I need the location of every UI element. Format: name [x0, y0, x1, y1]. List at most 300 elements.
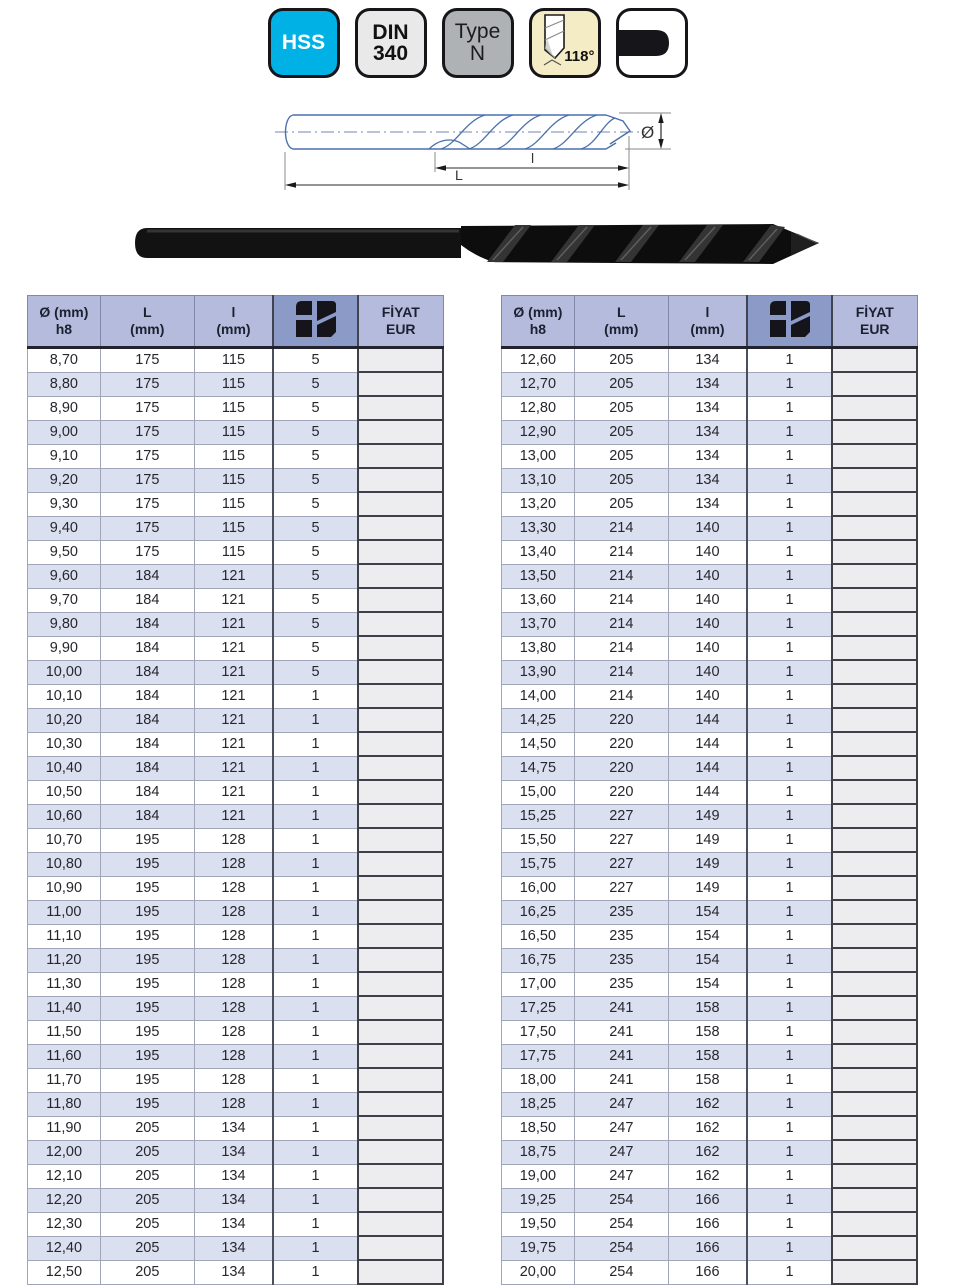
flute-length-cell: 134: [194, 1164, 273, 1188]
pack-qty-cell: 1: [273, 876, 358, 900]
diameter-cell: 10,70: [28, 828, 101, 852]
diameter-cell: 10,40: [28, 756, 101, 780]
drill-diagram: [273, 98, 683, 203]
pack-qty-cell: 1: [273, 924, 358, 948]
overall-length-cell: 205: [574, 420, 668, 444]
flute-length-cell: 134: [668, 468, 747, 492]
pack-qty-cell: 1: [747, 756, 832, 780]
diameter-cell: 13,20: [502, 492, 575, 516]
overall-length-cell: 195: [100, 828, 194, 852]
type-label-line2: N: [469, 42, 486, 65]
overall-length-cell: 184: [100, 684, 194, 708]
table-row: [28, 660, 444, 684]
flute-length-cell: 128: [194, 1092, 273, 1116]
overall-length-cell: 205: [100, 1236, 194, 1260]
price-cell: [832, 852, 917, 876]
overall-length-cell: 184: [100, 660, 194, 684]
diameter-cell: 11,00: [28, 900, 101, 924]
flute-length-cell: 154: [668, 900, 747, 924]
overall-length-cell: 184: [100, 756, 194, 780]
price-column-header: FİYAT EUR: [358, 296, 443, 348]
table-row: [502, 468, 918, 492]
diameter-cell: 12,10: [28, 1164, 101, 1188]
price-cell: [358, 468, 443, 492]
overall-length-cell: 254: [574, 1260, 668, 1284]
overall-length-cell: 214: [574, 612, 668, 636]
price-cell: [832, 924, 917, 948]
pack-qty-cell: 1: [273, 1020, 358, 1044]
flute-length-cell: 140: [668, 636, 747, 660]
price-cell: [358, 348, 443, 373]
diameter-cell: 11,40: [28, 996, 101, 1020]
overall-length-cell: 195: [100, 900, 194, 924]
flute-length-cell: 140: [668, 660, 747, 684]
diameter-cell: 16,25: [502, 900, 575, 924]
overall-length-cell: 220: [574, 780, 668, 804]
price-cell: [832, 1260, 917, 1284]
flute-length-cell: 115: [194, 372, 273, 396]
diameter-cell: 13,40: [502, 540, 575, 564]
flute-length-cell: 134: [194, 1140, 273, 1164]
pack-qty-cell: 1: [747, 420, 832, 444]
diameter-cell: 16,00: [502, 876, 575, 900]
catalog-tables: [27, 295, 955, 1285]
overall-length-cell: 247: [574, 1164, 668, 1188]
pack-qty-cell: 1: [747, 1260, 832, 1284]
price-cell: [358, 444, 443, 468]
flute-length-cell: 144: [668, 756, 747, 780]
pack-qty-cell: 1: [747, 660, 832, 684]
overall-length-cell: 195: [100, 924, 194, 948]
pack-qty-cell: 1: [273, 948, 358, 972]
pack-qty-cell: 1: [747, 1188, 832, 1212]
diameter-cell: 17,75: [502, 1044, 575, 1068]
overall-length-cell: 220: [574, 756, 668, 780]
pack-qty-cell: 5: [273, 564, 358, 588]
flute-length-cell: 162: [668, 1116, 747, 1140]
overall-length-cell: 220: [574, 732, 668, 756]
diameter-cell: 11,10: [28, 924, 101, 948]
table-row: [502, 1068, 918, 1092]
price-cell: [832, 708, 917, 732]
table-row: [502, 1236, 918, 1260]
flute-length-cell: 162: [668, 1164, 747, 1188]
pack-qty-cell: 5: [273, 660, 358, 684]
table-row: [502, 804, 918, 828]
diameter-cell: 15,50: [502, 828, 575, 852]
overall-length-cell: 241: [574, 1044, 668, 1068]
table-row: [502, 540, 918, 564]
table-row: [28, 972, 444, 996]
flute-length-cell: 154: [668, 972, 747, 996]
overall-length-cell: 241: [574, 996, 668, 1020]
diameter-cell: 15,75: [502, 852, 575, 876]
table-row: [28, 852, 444, 876]
table-row: [502, 996, 918, 1020]
pack-qty-cell: 1: [747, 492, 832, 516]
table-row: [28, 948, 444, 972]
diameter-cell: 10,80: [28, 852, 101, 876]
diameter-cell: 13,00: [502, 444, 575, 468]
flute-length-cell: 121: [194, 564, 273, 588]
price-cell: [832, 1068, 917, 1092]
overall-length-cell: 227: [574, 828, 668, 852]
pack-qty-cell: 1: [273, 1116, 358, 1140]
flute-length-cell: 134: [194, 1188, 273, 1212]
flute-length-cell: 128: [194, 1068, 273, 1092]
overall-length-column-header: L (mm): [574, 296, 668, 348]
table-row: [28, 1020, 444, 1044]
pack-qty-cell: 1: [747, 732, 832, 756]
flute-length-cell: 140: [668, 516, 747, 540]
price-cell: [358, 1164, 443, 1188]
pack-qty-cell: 1: [747, 972, 832, 996]
overall-length-cell: 195: [100, 948, 194, 972]
price-cell: [832, 972, 917, 996]
diameter-cell: 16,75: [502, 948, 575, 972]
table-row: [502, 372, 918, 396]
table-row: [502, 876, 918, 900]
table-row: [28, 732, 444, 756]
price-cell: [832, 1020, 917, 1044]
price-cell: [832, 948, 917, 972]
price-cell: [832, 612, 917, 636]
table-row: [28, 1236, 444, 1260]
flute-length-cell: 140: [668, 540, 747, 564]
price-cell: [832, 1212, 917, 1236]
flute-length-cell: 121: [194, 684, 273, 708]
flute-length-cell: 121: [194, 660, 273, 684]
diameter-cell: 8,90: [28, 396, 101, 420]
table-row: [28, 372, 444, 396]
price-cell: [358, 492, 443, 516]
overall-length-cell: 247: [574, 1140, 668, 1164]
badge-point-angle: [529, 8, 601, 78]
table-row: [28, 924, 444, 948]
table-row: [28, 1164, 444, 1188]
overall-length-cell: 241: [574, 1068, 668, 1092]
flute-length-cell: 115: [194, 540, 273, 564]
diameter-cell: 13,70: [502, 612, 575, 636]
overall-length-cell: 184: [100, 636, 194, 660]
overall-length-cell: 214: [574, 636, 668, 660]
pack-qty-cell: 1: [273, 1068, 358, 1092]
flute-length-cell: 121: [194, 780, 273, 804]
flute-length-column-header: l (mm): [668, 296, 747, 348]
table-row: [502, 972, 918, 996]
price-cell: [358, 372, 443, 396]
size-table-left: [27, 295, 444, 1285]
pack-qty-cell: 1: [747, 996, 832, 1020]
diameter-cell: 14,25: [502, 708, 575, 732]
price-cell: [832, 420, 917, 444]
pack-qty-cell: 1: [273, 996, 358, 1020]
table-row: [502, 756, 918, 780]
flute-length-cell: 134: [194, 1260, 273, 1284]
pack-qty-cell: 5: [273, 444, 358, 468]
table-row: [502, 564, 918, 588]
header-row: [502, 296, 918, 348]
overall-length-cell: 247: [574, 1116, 668, 1140]
flute-length-cell: 140: [668, 684, 747, 708]
price-cell: [832, 588, 917, 612]
overall-length-cell: 195: [100, 852, 194, 876]
table-row: [28, 396, 444, 420]
diameter-cell: 9,50: [28, 540, 101, 564]
pack-qty-cell: 1: [747, 612, 832, 636]
price-cell: [832, 348, 917, 373]
table-row: [28, 516, 444, 540]
overall-length-cell: 205: [100, 1188, 194, 1212]
pack-qty-cell: 5: [273, 492, 358, 516]
price-cell: [358, 1020, 443, 1044]
diameter-cell: 12,50: [28, 1260, 101, 1284]
diameter-column-header: Ø (mm) h8: [28, 296, 101, 348]
flute-length-cell: 121: [194, 588, 273, 612]
overall-length-cell: 175: [100, 516, 194, 540]
pack-qty-cell: 1: [273, 1236, 358, 1260]
flute-length-cell: 144: [668, 708, 747, 732]
diameter-cell: 11,20: [28, 948, 101, 972]
table-row: [28, 612, 444, 636]
table-row: [502, 660, 918, 684]
diameter-cell: 12,90: [502, 420, 575, 444]
pack-qty-cell: 1: [747, 900, 832, 924]
table-row: [28, 900, 444, 924]
diameter-cell: 9,60: [28, 564, 101, 588]
overall-length-cell: 195: [100, 1068, 194, 1092]
diameter-cell: 12,20: [28, 1188, 101, 1212]
table-row: [28, 1140, 444, 1164]
overall-length-cell: 247: [574, 1092, 668, 1116]
diameter-cell: 13,30: [502, 516, 575, 540]
flute-length-cell: 149: [668, 852, 747, 876]
pack-qty-cell: 1: [273, 804, 358, 828]
pack-qty-cell: 1: [273, 708, 358, 732]
flute-length-cell: 121: [194, 708, 273, 732]
flute-length-cell: 149: [668, 804, 747, 828]
table-row: [502, 636, 918, 660]
pack-qty-cell: 1: [747, 708, 832, 732]
table-row: [502, 948, 918, 972]
overall-length-cell: 195: [100, 1020, 194, 1044]
diameter-cell: 19,25: [502, 1188, 575, 1212]
pack-qty-cell: 1: [273, 1188, 358, 1212]
table-row: [28, 780, 444, 804]
cylindrical-shank-icon: [616, 25, 682, 61]
table-row: [502, 684, 918, 708]
pack-qty-cell: 1: [747, 948, 832, 972]
diameter-cell: 10,30: [28, 732, 101, 756]
overall-length-cell: 195: [100, 972, 194, 996]
pack-qty-cell: 5: [273, 420, 358, 444]
table-row: [502, 348, 918, 373]
pack-qty-cell: 1: [747, 1068, 832, 1092]
pack-qty-cell: 1: [747, 876, 832, 900]
flute-length-cell: 166: [668, 1188, 747, 1212]
flute-length-cell: 128: [194, 996, 273, 1020]
diameter-cell: 11,50: [28, 1020, 101, 1044]
overall-length-cell: 195: [100, 876, 194, 900]
diameter-cell: 10,50: [28, 780, 101, 804]
pack-qty-cell: 1: [747, 1092, 832, 1116]
table-row: [28, 540, 444, 564]
flute-length-cell: 115: [194, 444, 273, 468]
diameter-cell: 12,30: [28, 1212, 101, 1236]
pack-qty-cell: 1: [747, 372, 832, 396]
overall-length-cell: 235: [574, 924, 668, 948]
table-row: [28, 1044, 444, 1068]
table-row: [502, 612, 918, 636]
table-row: [502, 1188, 918, 1212]
pack-qty-cell: 1: [747, 1020, 832, 1044]
flute-length-cell: 134: [668, 420, 747, 444]
flute-length-cell: 134: [194, 1116, 273, 1140]
badge-type-n: [442, 8, 514, 78]
price-cell: [832, 876, 917, 900]
price-cell: [832, 1044, 917, 1068]
flute-length-cell: 115: [194, 468, 273, 492]
overall-length-column-header: L (mm): [100, 296, 194, 348]
price-cell: [358, 588, 443, 612]
price-cell: [358, 756, 443, 780]
price-cell: [358, 1044, 443, 1068]
diameter-cell: 18,75: [502, 1140, 575, 1164]
overall-length-cell: 184: [100, 564, 194, 588]
price-cell: [832, 732, 917, 756]
diameter-cell: 10,90: [28, 876, 101, 900]
overall-length-cell: 241: [574, 1020, 668, 1044]
flute-length-cell: 134: [668, 492, 747, 516]
price-cell: [358, 1188, 443, 1212]
price-cell: [832, 756, 917, 780]
flute-length-dim-label: l: [530, 150, 534, 166]
diameter-cell: 9,00: [28, 420, 101, 444]
pack-qty-cell: 1: [747, 468, 832, 492]
diameter-cell: 19,75: [502, 1236, 575, 1260]
table-row: [28, 1260, 444, 1284]
flute-length-cell: 154: [668, 948, 747, 972]
price-cell: [832, 804, 917, 828]
overall-length-cell: 184: [100, 732, 194, 756]
pack-qty-cell: 1: [747, 1236, 832, 1260]
overall-length-cell: 195: [100, 1044, 194, 1068]
flute-length-cell: 144: [668, 732, 747, 756]
price-cell: [832, 900, 917, 924]
price-cell: [358, 828, 443, 852]
overall-length-cell: 227: [574, 804, 668, 828]
table-row: [502, 444, 918, 468]
diameter-cell: 19,00: [502, 1164, 575, 1188]
table-row: [502, 1212, 918, 1236]
diameter-cell: 11,60: [28, 1044, 101, 1068]
overall-length-cell: 184: [100, 804, 194, 828]
flute-length-cell: 166: [668, 1260, 747, 1284]
pack-qty-cell: 1: [273, 732, 358, 756]
table-row: [502, 708, 918, 732]
pack-qty-cell: 1: [747, 444, 832, 468]
price-cell: [358, 996, 443, 1020]
price-cell: [832, 1164, 917, 1188]
flute-length-cell: 134: [668, 396, 747, 420]
table-row: [28, 1092, 444, 1116]
price-cell: [832, 468, 917, 492]
diameter-cell: 9,10: [28, 444, 101, 468]
diameter-column-header: Ø (mm) h8: [502, 296, 575, 348]
pack-qty-cell: 5: [273, 588, 358, 612]
overall-length-cell: 227: [574, 876, 668, 900]
table-row: [28, 468, 444, 492]
price-cell: [832, 780, 917, 804]
flute-length-cell: 162: [668, 1092, 747, 1116]
flute-length-cell: 115: [194, 492, 273, 516]
pack-qty-cell: 1: [273, 1164, 358, 1188]
pack-qty-cell: 1: [273, 684, 358, 708]
table-row: [502, 900, 918, 924]
table-row: [28, 1116, 444, 1140]
table-row: [502, 852, 918, 876]
pack-qty-cell: 1: [747, 1044, 832, 1068]
size-table-right: [501, 295, 918, 1285]
overall-length-cell: 205: [100, 1212, 194, 1236]
flute-length-cell: 128: [194, 1044, 273, 1068]
pack-qty-cell: 5: [273, 348, 358, 373]
diameter-cell: 12,80: [502, 396, 575, 420]
flute-length-cell: 128: [194, 924, 273, 948]
diameter-cell: 10,10: [28, 684, 101, 708]
diameter-cell: 15,25: [502, 804, 575, 828]
pack-quantity-column-header: [273, 296, 358, 348]
flute-length-cell: 140: [668, 588, 747, 612]
overall-length-cell: 205: [574, 468, 668, 492]
price-column-header: FİYAT EUR: [832, 296, 917, 348]
price-cell: [358, 1068, 443, 1092]
price-cell: [832, 540, 917, 564]
pack-qty-cell: 1: [273, 852, 358, 876]
price-cell: [358, 420, 443, 444]
table-row: [502, 420, 918, 444]
diameter-cell: 19,50: [502, 1212, 575, 1236]
badge-hss: [268, 8, 340, 78]
diameter-cell: 17,50: [502, 1020, 575, 1044]
pack-qty-cell: 5: [273, 540, 358, 564]
price-cell: [358, 1212, 443, 1236]
flute-length-cell: 128: [194, 948, 273, 972]
price-cell: [358, 660, 443, 684]
diameter-cell: 10,00: [28, 660, 101, 684]
pack-qty-cell: 1: [747, 636, 832, 660]
table-row: [502, 1260, 918, 1284]
price-cell: [832, 1116, 917, 1140]
price-cell: [832, 444, 917, 468]
overall-length-cell: 227: [574, 852, 668, 876]
flute-length-cell: 134: [668, 444, 747, 468]
overall-length-cell: 195: [100, 996, 194, 1020]
diameter-cell: 18,00: [502, 1068, 575, 1092]
overall-length-cell: 214: [574, 540, 668, 564]
overall-length-cell: 214: [574, 516, 668, 540]
pack-quantity-column-header: [747, 296, 832, 348]
price-cell: [832, 1092, 917, 1116]
diameter-cell: 15,00: [502, 780, 575, 804]
diameter-cell: 12,40: [28, 1236, 101, 1260]
flute-length-cell: 140: [668, 564, 747, 588]
price-cell: [358, 1116, 443, 1140]
diameter-cell: 14,75: [502, 756, 575, 780]
overall-length-cell: 184: [100, 780, 194, 804]
flute-length-cell: 128: [194, 1020, 273, 1044]
overall-length-cell: 205: [574, 444, 668, 468]
